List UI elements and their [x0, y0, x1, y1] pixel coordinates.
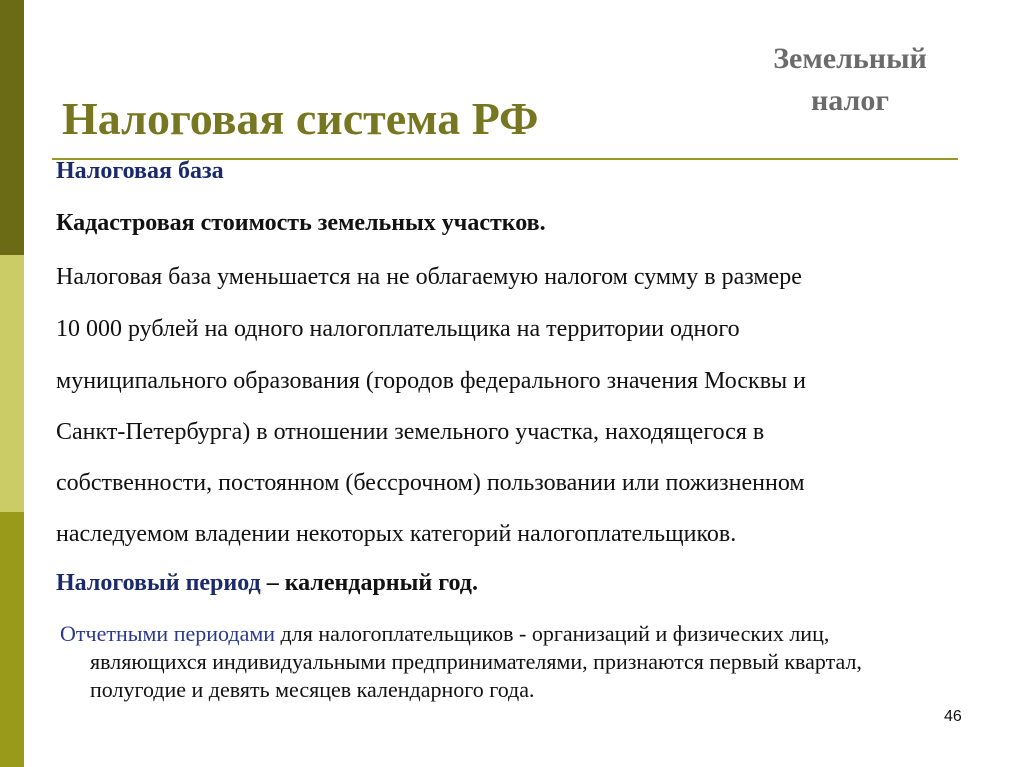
- tax-base-heading: Налоговая база: [56, 158, 224, 184]
- reduction-line-6: наследуемом владении некоторых категорий налогоплательщиков.: [56, 521, 737, 547]
- tax-period-label: Налоговый период: [56, 570, 261, 596]
- slide-subtitle: [740, 38, 960, 122]
- sidebar-band-mid: [0, 512, 24, 767]
- reporting-line-2: являющихся индивидуальными предпринимателями, признаются первый квартал,: [90, 649, 862, 674]
- reporting-line-1: для налогоплательщиков - организаций и физических лиц,: [275, 621, 830, 646]
- reporting-periods-label: Отчетными периодами: [60, 621, 276, 646]
- reduction-line-2: 10 000 рублей на одного налогоплательщика на территории одного: [56, 316, 740, 342]
- tax-period-value: – календарный год.: [260, 570, 478, 596]
- reporting-line-3: полугодие и девять месяцев календарного года.: [90, 677, 535, 702]
- tax-period-line: [56, 570, 478, 597]
- slide-title: Налоговая система РФ: [62, 93, 539, 144]
- sidebar-band-dark: [0, 0, 24, 255]
- reduction-line-3: муниципального образования (городов федерального значения Москвы и: [56, 368, 807, 394]
- reporting-periods-paragraph: [60, 620, 1000, 704]
- cadastral-value-text: Кадастровая стоимость земельных участков.: [56, 210, 546, 236]
- sidebar-band-light: [0, 255, 24, 512]
- sidebar-decoration: [0, 0, 24, 767]
- reduction-line-5: собственности, постоянном (бессрочном) пользовании или пожизненном: [56, 470, 805, 496]
- page-number: 46: [944, 708, 962, 725]
- subtitle-line-1: Земельный: [773, 42, 927, 75]
- reduction-line-1: Налоговая база уменьшается на не облагаемую налогом сумму в размере: [56, 264, 802, 290]
- reduction-line-4: Санкт-Петербурга) в отношении земельного участка, находящегося в: [56, 419, 765, 445]
- subtitle-line-2: налог: [810, 84, 889, 117]
